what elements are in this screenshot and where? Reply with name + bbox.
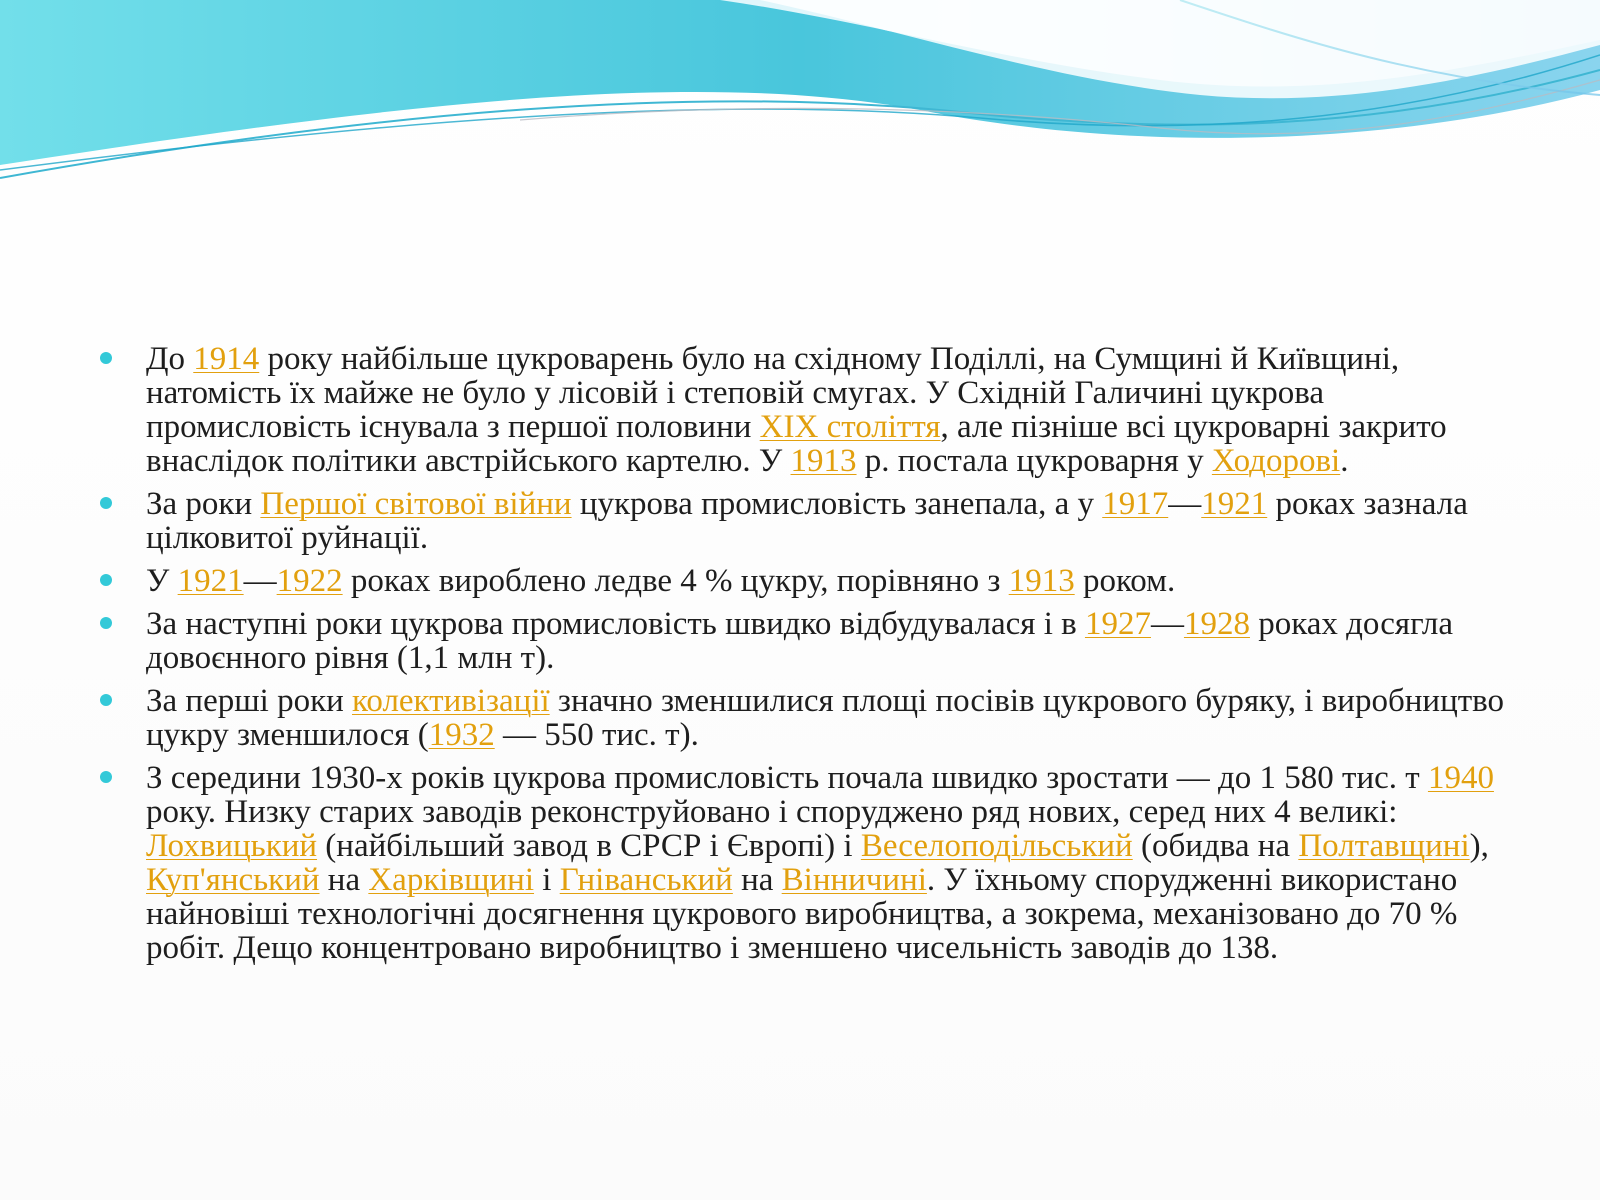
- hyperlink[interactable]: 1913: [1008, 563, 1075, 599]
- hyperlink[interactable]: 1922: [276, 563, 343, 599]
- bullet-dot-icon: [100, 694, 112, 706]
- bullet-text: роках зазнала цілковитої руйнації.: [146, 486, 1468, 556]
- bullet-text: . У їхньому спорудженні використано найновіші технологічні досягнення цукрового виробництва, а зокрема, механізовано до 70 % робіт. Дещо концентровано виробництво і зменшено чисельність заводів до 138.: [146, 862, 1458, 966]
- bullet-item: [96, 761, 1536, 965]
- bullet-text: роком.: [1074, 563, 1176, 599]
- bullet-text: на: [732, 862, 782, 898]
- bullet-text: За роки: [146, 486, 261, 522]
- hyperlink[interactable]: Лохвицький: [146, 828, 318, 864]
- hyperlink[interactable]: Харківщині: [368, 862, 535, 898]
- bullet-text: —: [1150, 606, 1184, 642]
- bullet-text: на: [319, 862, 369, 898]
- bullet-text: —: [243, 563, 277, 599]
- bullet-text: (обидва на: [1132, 828, 1299, 864]
- hyperlink[interactable]: колективізації: [352, 683, 550, 719]
- bullet-text: (найбільший завод в СРСР і Європі) і: [317, 828, 861, 864]
- bullet-text: У: [146, 563, 178, 599]
- bullet-item: [96, 684, 1536, 752]
- hyperlink[interactable]: 1914: [193, 341, 260, 377]
- hyperlink[interactable]: 1927: [1084, 606, 1151, 642]
- hyperlink[interactable]: 1932: [428, 717, 495, 753]
- bullet-text: За наступні роки цукрова промисловість швидко відбудувалася і в: [146, 606, 1085, 642]
- hyperlink[interactable]: Куп'янський: [146, 862, 320, 898]
- bullet-text: року. Низку старих заводів реконструйовано і споруджено ряд нових, серед них 4 великі:: [146, 794, 1398, 830]
- hyperlink[interactable]: Ходорові: [1211, 443, 1341, 479]
- bullet-item: [96, 487, 1536, 555]
- hyperlink[interactable]: Вінничині: [781, 862, 927, 898]
- bullet-list: [96, 342, 1536, 965]
- hyperlink[interactable]: Полтавщині: [1298, 828, 1470, 864]
- bullet-text: За перші роки: [146, 683, 353, 719]
- hyperlink[interactable]: 1917: [1102, 486, 1169, 522]
- hyperlink[interactable]: Першої світової війни: [260, 486, 572, 522]
- bullet-dot-icon: [100, 617, 112, 629]
- bullet-dot-icon: [100, 352, 112, 364]
- bullet-text: року найбільше цукроварень було на східному Поділлі, на Сумщині й Київщині, натомість їх майже не було у лісовій і степовій смугах. У Східній Галичині цукрова промисловість існувала з першої половини: [146, 341, 1400, 445]
- bullet-item: [96, 564, 1536, 598]
- bullet-text: роках вироблено ледве 4 % цукру, порівняно з: [342, 563, 1009, 599]
- hyperlink[interactable]: XIX століття: [759, 409, 941, 445]
- hyperlink[interactable]: 1913: [790, 443, 857, 479]
- bullet-text: ),: [1469, 828, 1489, 864]
- hyperlink[interactable]: 1921: [1201, 486, 1268, 522]
- bullet-dot-icon: [100, 574, 112, 586]
- bullet-text: —: [1168, 486, 1202, 522]
- decorative-wave-header: [0, 0, 1600, 200]
- bullet-item: [96, 342, 1536, 478]
- bullet-text: З середини 1930-х років цукрова промисловість почала швидко зростати — до 1 580 тис. т: [146, 760, 1428, 796]
- hyperlink[interactable]: Веселоподільський: [860, 828, 1133, 864]
- bullet-text: До: [146, 341, 194, 377]
- hyperlink[interactable]: 1928: [1183, 606, 1250, 642]
- slide-body: [96, 342, 1536, 974]
- hyperlink[interactable]: 1921: [177, 563, 244, 599]
- hyperlink[interactable]: Гніванський: [559, 862, 733, 898]
- bullet-item: [96, 607, 1536, 675]
- bullet-dot-icon: [100, 497, 112, 509]
- bullet-text: цукрова промисловість занепала, а у: [571, 486, 1103, 522]
- bullet-dot-icon: [100, 771, 112, 783]
- bullet-text: значно зменшилися площі посівів цукрового буряку, і виробництво цукру зменшилося (: [146, 683, 1505, 753]
- bullet-text: , але пізніше всі цукроварні закрито внаслідок політики австрійського картелю. У: [146, 409, 1447, 479]
- hyperlink[interactable]: 1940: [1427, 760, 1494, 796]
- bullet-text: і: [534, 862, 560, 898]
- bullet-text: — 550 тис. т).: [494, 717, 699, 753]
- bullet-text: .: [1340, 443, 1349, 479]
- bullet-text: р. постала цукроварня у: [856, 443, 1212, 479]
- bullet-text: роках досягла довоєнного рівня (1,1 млн т).: [146, 606, 1454, 676]
